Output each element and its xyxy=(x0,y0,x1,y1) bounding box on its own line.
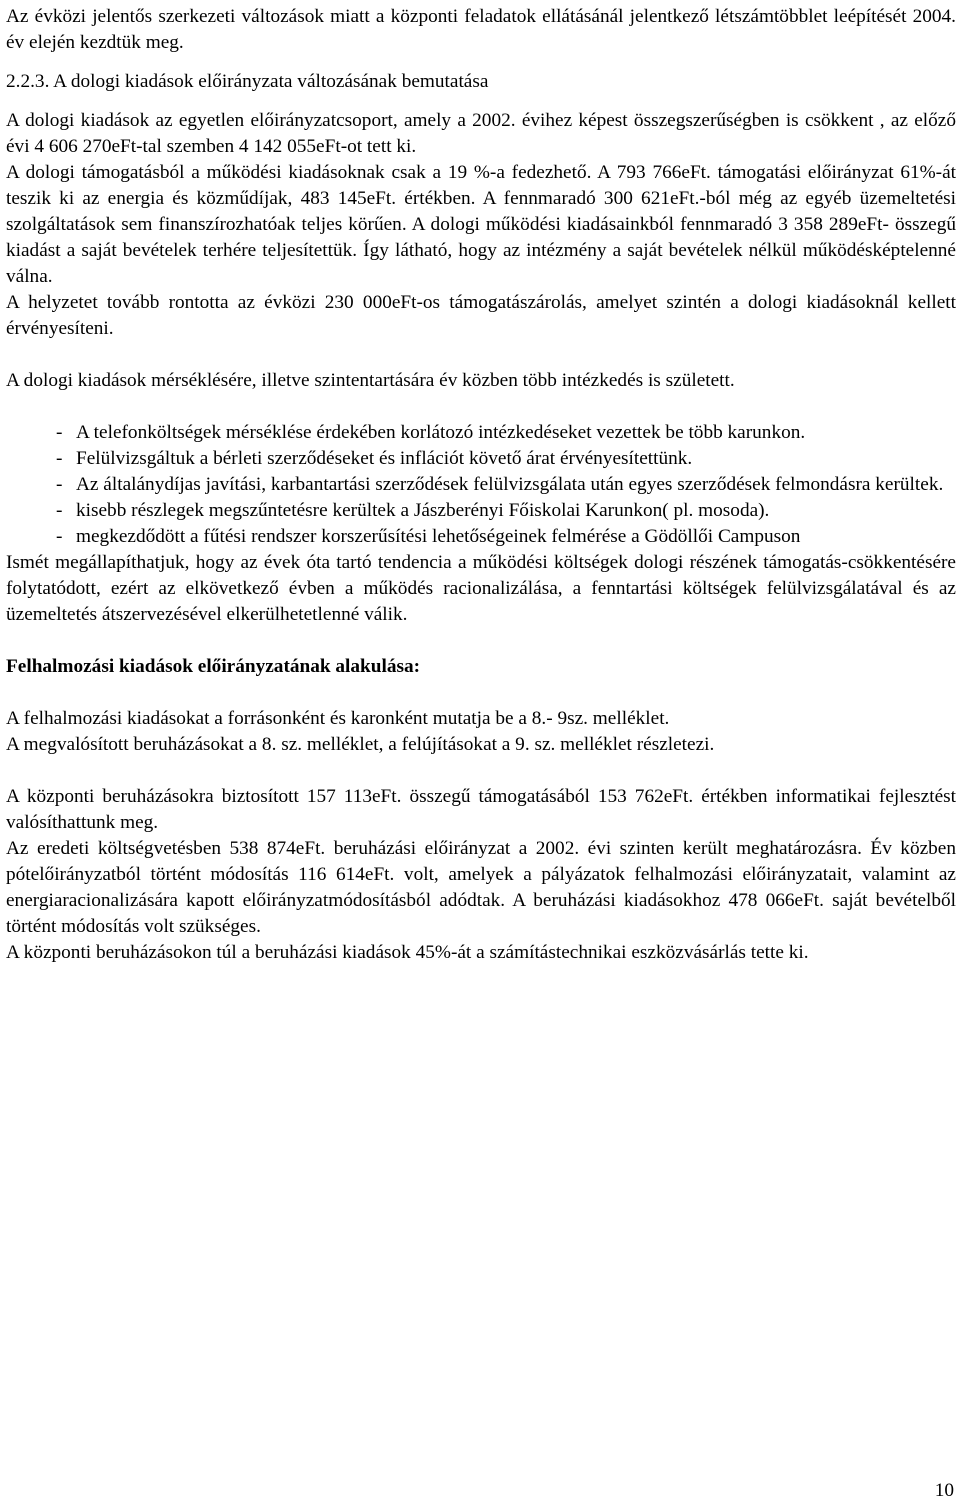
list-item xyxy=(56,498,956,524)
list-item-text: Az általánydíjas javítási, karbantartási szerződések felülvizsgálata után egyes szerződések felmondásra kerültek. xyxy=(76,474,944,495)
dash-marker: - xyxy=(56,474,63,495)
list-item-text: kisebb részlegek megszűntetésre kerültek a Jászberényi Főiskolai Karunkon( pl. mosoda). xyxy=(76,500,770,521)
list-item xyxy=(56,446,956,472)
paragraph-dologi-tamogatas: A dologi támogatásból a működési kiadásoknak csak a 19 %-a fedezhető. A 793 766eFt. támogatási előirányzat 61%-át teszik ki az energia és közműdíjak, 483 145eFt. értékben. A fennmaradó 300 621eFt.-ból még az egyéb üzemeltetési szolgáltatások sem finanszírozhatóak teljes körűen. A dologi működési kiadásainkból fennmaradó 3 358 289eFt- összegű kiadást a saját bevételek terhére teljesítettük. Így látható, hogy az intézmény a saját bevételek nélkül működésképtelenné válna. xyxy=(6,162,956,287)
list-item xyxy=(56,472,956,498)
dash-marker: - xyxy=(56,422,63,443)
list-item-text: megkezdődött a fűtési rendszer korszerűsítési lehetőségeinek felmérése a Gödöllői Campuson xyxy=(76,526,801,547)
paragraph-beruhazasok: A megvalósított beruházásokat a 8. sz. melléklet, a felújításokat a 9. sz. melléklet részletezi. xyxy=(6,734,715,755)
paragraph-intro: Az évközi jelentős szerkezeti változások miatt a központi feladatok ellátásánál jelentkező létszámtöbblet leépítését 2004. év elején kezdtük meg. xyxy=(6,6,956,53)
section-heading-felhalmozasi: Felhalmozási kiadások előirányzatának alakulása: xyxy=(6,656,421,677)
dash-marker: - xyxy=(56,500,63,521)
list-item xyxy=(56,420,956,446)
list-item-text: Felülvizsgáltuk a bérleti szerződéseket és inflációt követő árat érvényesítettünk. xyxy=(76,448,693,469)
paragraph-eredeti-koltsegvetes: Az eredeti költségvetésben 538 874eFt. beruházási előirányzat a 2002. évi szinten került meghatározásra. Év közben pótelőirányzatból történt módosítás 116 614eFt. volt, amelyek a pályázatok felhalmozási előirányzatait, valamint az energiaracionalizására kapott előirányzatmódosításból adódtak. A beruházási kiadásokhoz 478 066eFt. saját bevételből történt módosítás volt szükséges. xyxy=(6,838,956,937)
section-heading: 2.2.3. A dologi kiadások előirányzata változásának bemutatása xyxy=(6,71,489,92)
dash-marker: - xyxy=(56,526,63,547)
paragraph-tendencia: Ismét megállapíthatjuk, hogy az évek óta tartó tendencia a működési költségek dologi részének támogatás-csökkentésére folytatódott, ezért az elkövetkező évben a működés racionalizálása, a fenntartási költségek felülvizsgálatával és az üzemeltetés átszervezésével elkerülhetetlenné válik. xyxy=(6,552,956,625)
paragraph-dologi-kiadasok: A dologi kiadások az egyetlen előirányzatcsoport, amely a 2002. évihez képest összegszerűségben is csökkent , az előző évi 4 606 270eFt-tal szemben 4 142 055eFt-ot tett ki. xyxy=(6,110,956,157)
paragraph-kozponti-beruhazasok: A központi beruházásokra biztosított 157 113eFt. összegű támogatásából 153 762eFt. értékben informatikai fejlesztést valósíthattunk meg. xyxy=(6,786,956,833)
list-item xyxy=(56,524,956,550)
paragraph-intezkedesek: A dologi kiadások mérséklésére, illetve szintentartására év közben több intézkedés is született. xyxy=(6,370,735,391)
paragraph-felhalmozasi-kiadasok: A felhalmozási kiadásokat a forrásonként és karonként mutatja be a 8.- 9sz. melléklet. xyxy=(6,708,670,729)
paragraph-szamitastechnika: A központi beruházásokon túl a beruházási kiadások 45%-át a számítástechnikai eszközvásárlás tette ki. xyxy=(6,942,809,963)
list-item-text: A telefonköltségek mérséklése érdekében korlátozó intézkedéseket vezettek be több karunkon. xyxy=(76,422,806,443)
dash-marker: - xyxy=(56,448,63,469)
document-page xyxy=(6,4,956,966)
paragraph-tamogataszarolas: A helyzetet tovább rontotta az évközi 230 000eFt-os támogatászárolás, amelyet szintén a dologi kiadásoknál kellett érvényesíteni. xyxy=(6,292,956,339)
measures-list xyxy=(6,420,956,550)
page-number: 10 xyxy=(934,1480,954,1501)
